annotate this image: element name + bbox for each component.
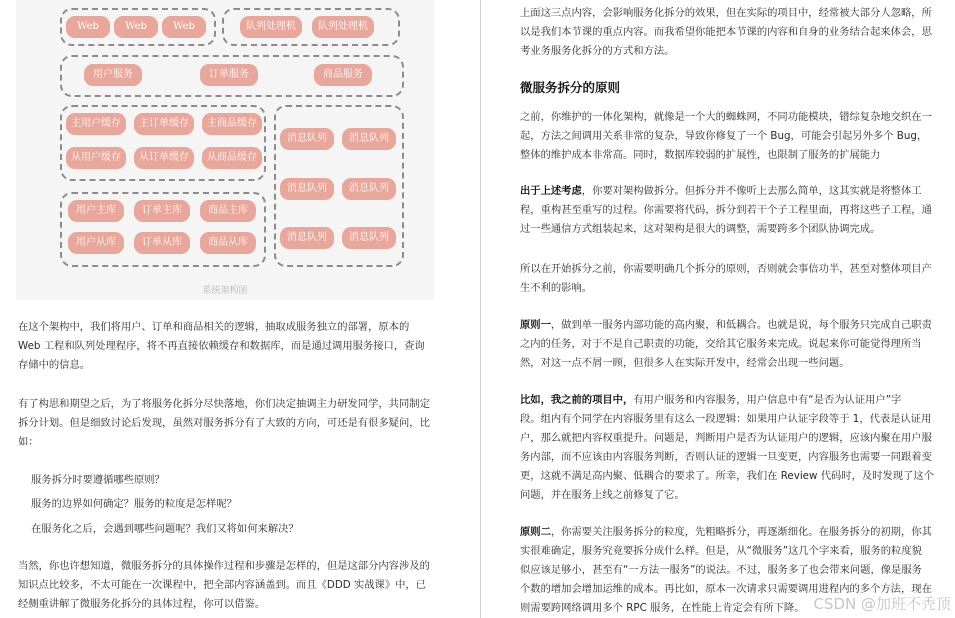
text-line: 拆分计划。但是细致讨论后发现，虽然对服务拆分有了大致的方向，可还是有很多疑问，比 bbox=[18, 417, 430, 429]
text-line bbox=[520, 316, 948, 335]
text-line: 过一些通信方式组装起来，这对架构是很大的调整，需要跨多个团队协调完成。 bbox=[520, 223, 881, 235]
queue-processor-node: 队列处理机 bbox=[312, 16, 374, 38]
text-line: 问题，并在服务上线之前修复了它。 bbox=[520, 489, 685, 501]
text-line: 个数的增加会增加运维的成本。再比如，原本一次请求只需要调用进程内的多个方法，现在 bbox=[520, 583, 932, 595]
bold-lead: 原则二 bbox=[520, 526, 551, 538]
watermark: CSDN @加班不秃顶 bbox=[813, 595, 951, 613]
db-main-node: 订单主库 bbox=[134, 200, 190, 222]
bold-lead: 原则一 bbox=[520, 319, 551, 331]
text-line: 则需要跨网络调用多个 RPC 服务，在性能上肯定会有所下降。 bbox=[520, 602, 805, 614]
text-line: 整体的维护成本非常高。同时，数据库较弱的扩展性，也限制了服务的扩展能力 bbox=[520, 149, 881, 161]
question-item: 在服务化之后，会遇到哪些问题呢？我们又将如何来解决？ bbox=[31, 523, 299, 535]
service-node: 订单服务 bbox=[200, 64, 258, 86]
message-queue-node: 消息队列 bbox=[280, 227, 334, 249]
section-heading: 微服务拆分的原则 bbox=[520, 80, 621, 95]
text-line: 起，方法之间调用关系非常的复杂，导致你修复了一个 Bug，可能会引起另外多个 Bug， bbox=[520, 130, 928, 142]
paragraph-monolith bbox=[520, 108, 948, 165]
cache-replica-node: 从订单缓存 bbox=[134, 147, 194, 169]
message-queue-node: 消息队列 bbox=[280, 128, 334, 150]
paragraph-intro bbox=[520, 4, 948, 61]
text-line: 在这个架构中，我们将用户、订单和商品相关的逻辑，抽取成服务独立的部署，原本的 bbox=[18, 321, 410, 333]
text-line: 似应该足够小，甚至有“一方法一服务”的说法。不过，服务多了也会带来问题，像是服务 bbox=[520, 564, 922, 576]
text-line: 之内的任务，对于不是自己职责的功能，交给其它服务来完成。说起来你可能觉得理所当 bbox=[520, 338, 922, 350]
bold-lead: 比如，我之前的项目中， bbox=[520, 394, 634, 406]
text-line: 户，那么就把内容权重提升。问题是，判断用户是否为认证用户的逻辑，应该内聚在用户服 bbox=[520, 432, 932, 444]
paragraph-plan bbox=[18, 395, 454, 452]
paragraph-principles-intro bbox=[520, 260, 948, 298]
message-queue-node: 消息队列 bbox=[342, 128, 396, 150]
db-main-node: 用户主库 bbox=[68, 200, 124, 222]
web-node: Web bbox=[66, 16, 110, 38]
architecture-diagram bbox=[16, 0, 434, 300]
paragraph-architecture bbox=[18, 318, 454, 375]
service-node: 商品服务 bbox=[314, 64, 372, 86]
text-line: 所以在开始拆分之前，你需要明确几个拆分的原则，否则就会事倍功半，甚至对整体项目产 bbox=[520, 263, 932, 275]
service-node: 用户服务 bbox=[84, 64, 142, 86]
db-replica-node: 用户从库 bbox=[68, 232, 124, 254]
cache-replica-node: 从商品缓存 bbox=[202, 147, 262, 169]
text-line: 生不利的影响。 bbox=[520, 282, 593, 294]
right-page bbox=[484, 0, 955, 618]
text-line bbox=[520, 391, 948, 410]
text-line: 上面这三点内容，会影响服务化拆分的效果，但在实际的项目中，经常被大部分人忽略，所 bbox=[520, 7, 932, 19]
text-line bbox=[520, 523, 948, 542]
queue-processor-node: 队列处理机 bbox=[240, 16, 302, 38]
text-span: 有用户服务和内容服务，用户信息中有“是否为认证用户”字 bbox=[633, 394, 902, 406]
paragraph-principle-one bbox=[520, 316, 948, 373]
text-line: 存储中的信息。 bbox=[18, 359, 91, 371]
text-line: 知识点比较多，不太可能在一次课程中，把全部内容涵盖到。而且《DDD 实战课》中，已 bbox=[18, 579, 427, 591]
db-replica-node: 订单从库 bbox=[134, 232, 190, 254]
web-node: Web bbox=[162, 16, 206, 38]
cache-main-node: 主用户缓存 bbox=[66, 113, 126, 135]
text-line: 然，对这一点不屑一顾，但很多人在实际开发中，经常会出现一些问题。 bbox=[520, 357, 850, 369]
text-line: 之前，你维护的一体化架构，就像是一个大的蜘蛛网，不同功能模块，错综复杂地交织在一 bbox=[520, 111, 932, 123]
db-main-node: 商品主库 bbox=[200, 200, 256, 222]
bold-lead: 出于上述考虑 bbox=[520, 185, 582, 197]
text-line bbox=[520, 182, 948, 201]
question-item: 服务拆分时要遵循哪些原则？ bbox=[31, 474, 165, 486]
message-queue-node: 消息队列 bbox=[342, 227, 396, 249]
message-queue-node: 消息队列 bbox=[280, 178, 334, 200]
text-line: 实很难确定，服务究竟要拆分成什么样。但是，从“微服务”这几个字来看，服务的粒度貌 bbox=[520, 545, 922, 557]
text-line: Web 工程和队列处理程序，将不再直接依赖缓存和数据库，而是通过调用服务接口，查询 bbox=[18, 340, 425, 352]
message-queue-node: 消息队列 bbox=[342, 178, 396, 200]
cache-main-node: 主商品缓存 bbox=[202, 113, 262, 135]
paragraph-considerations bbox=[520, 182, 948, 239]
text-line: 务内部，而不应该由内容服务判断，否则认证的逻辑一旦变更，内容服务也需要一同跟着变 bbox=[520, 451, 932, 463]
text-line: 经侧重讲解了微服务化拆分的具体过程，你可以借鉴。 bbox=[18, 598, 266, 610]
text-line: 如： bbox=[18, 436, 39, 448]
question-item: 服务的边界如何确定？服务的粒度是怎样呢？ bbox=[31, 498, 237, 510]
text-line: 段。组内有个同学在内容服务里有这么一段逻辑：如果用户认证字段等于 1，代表是认证用 bbox=[520, 413, 932, 425]
diagram-caption: 系统架构图 bbox=[202, 286, 248, 296]
cache-replica-node: 从用户缓存 bbox=[66, 147, 126, 169]
paragraph-example bbox=[520, 391, 948, 505]
text-span: ，你要对架构做拆分。但拆分并不像听上去那么简单，这其实就是将整体工 bbox=[581, 185, 922, 197]
paragraph-ddd bbox=[18, 557, 454, 614]
page-divider bbox=[480, 0, 481, 618]
text-line: 以是我们本节课的重点内容。而我希望你能把本节课的内容和自身的业务结合起来体会，思 bbox=[520, 26, 932, 38]
text-span: ，你需要关注服务拆分的粒度，先粗略拆分，再逐渐细化。在服务拆分的初期，你其 bbox=[550, 526, 932, 538]
cache-main-node: 主订单缓存 bbox=[134, 113, 194, 135]
text-span: ，做到单一服务内部功能的高内聚，和低耦合。也就是说，每个服务只完成自己职责 bbox=[550, 319, 932, 331]
db-replica-node: 商品从库 bbox=[200, 232, 256, 254]
web-node: Web bbox=[114, 16, 158, 38]
text-line: 考业务服务化拆分的方式和方法。 bbox=[520, 45, 675, 57]
text-line: 程，重构甚至重写的过程。你需要将代码，拆分到若干个子工程里面，再将这些子工程，通 bbox=[520, 204, 932, 216]
text-line: 有了构思和期望之后，为了将服务化拆分尽快落地，你们决定抽调主力研发同学，共同制定 bbox=[18, 398, 430, 410]
text-line: 更，这就不满足高内聚、低耦合的要求了。所幸，我们在 Review 代码时，及时发现了这个 bbox=[520, 470, 934, 482]
text-line: 当然，你也许想知道，微服务拆分的具体操作过程和步骤是怎样的，但是这部分内容涉及的 bbox=[18, 560, 430, 572]
